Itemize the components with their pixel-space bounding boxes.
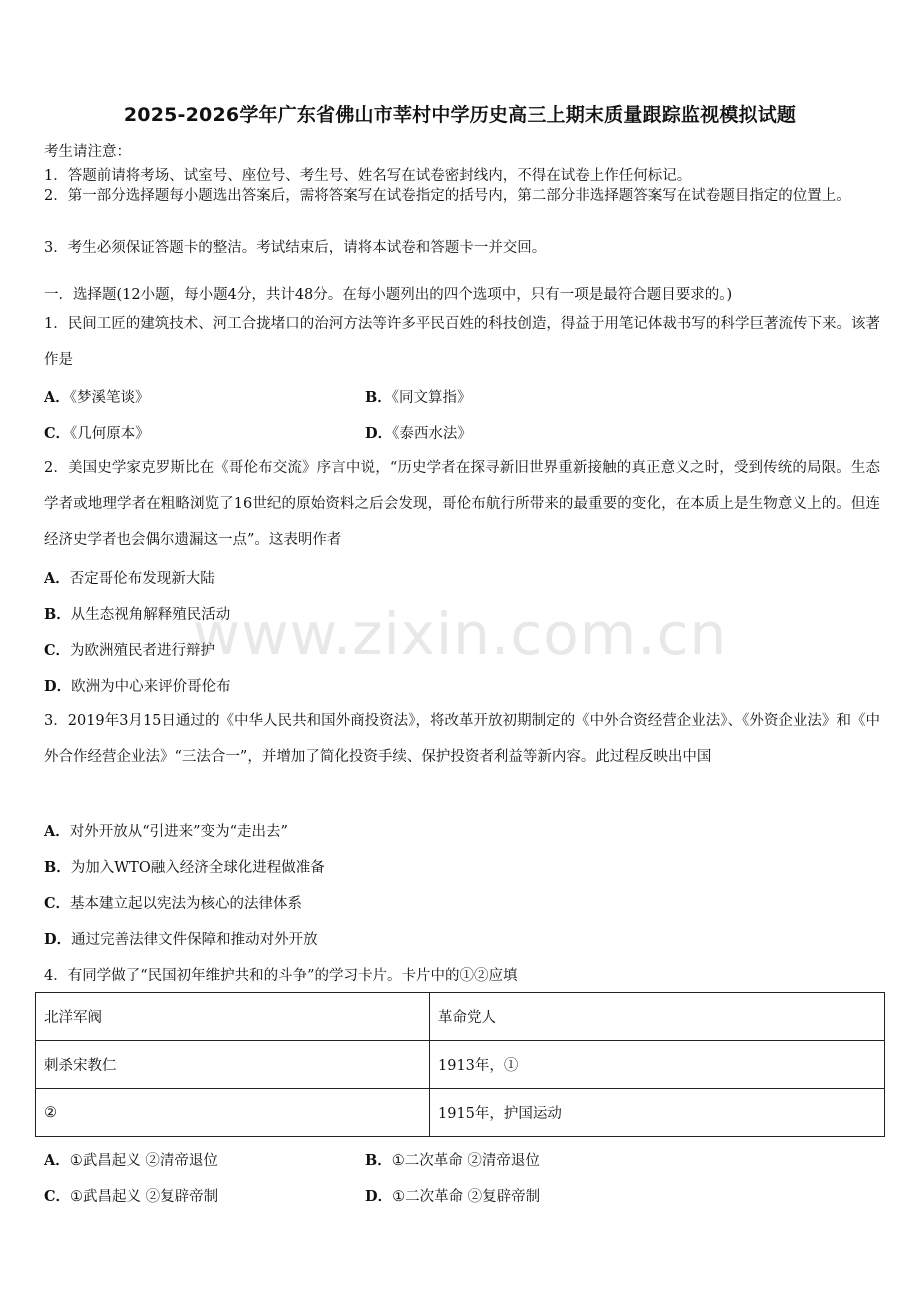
table-cell: 刺杀宋教仁: [36, 1041, 430, 1089]
option-d: D．《泰西水法》: [365, 425, 472, 442]
option-a: A．①武昌起义 ②清帝退位: [44, 1152, 218, 1169]
option-a: A．否定哥伦布发现新大陆: [44, 570, 215, 587]
option-c: C．基本建立起以宪法为核心的法律体系: [44, 895, 303, 912]
table-cell: 1915年，护国运动: [430, 1089, 885, 1137]
option-b: B．为加入WTO融入经济全球化进程做准备: [44, 859, 325, 876]
option-c: C．①武昌起义 ②复辟帝制: [44, 1188, 219, 1205]
table-cell: ②: [36, 1089, 430, 1137]
option-c: C．《几何原本》: [44, 425, 150, 442]
option-a: A．《梦溪笔谈》: [44, 389, 150, 406]
table-row: [36, 1041, 885, 1089]
section-heading: 一．选择题(12小题，每小题4分，共计48分。在每小题列出的四个选项中，只有一项是最符合题目要求的。): [44, 287, 733, 303]
notice-item: 2．第一部分选择题每小题选出答案后，需将答案写在试卷指定的括号内，第二部分非选择题答案写在试卷题目指定的位置上。: [44, 188, 851, 204]
option-d: D．欧洲为中心来评价哥伦布: [44, 678, 231, 695]
question-stem: 4．有同学做了“民国初年维护共和的斗争”的学习卡片。卡片中的①②应填: [44, 968, 518, 984]
notice-item: 3．考生必须保证答题卡的整洁。考试结束后，请将本试卷和答题卡一并交回。: [44, 240, 547, 256]
question-stem: 2．美国史学家克罗斯比在《哥伦布交流》序言中说，“历史学者在探寻新旧世界重新接触的真正意义之时，受到传统的局限。生态学者或地理学者在粗略浏览了16世纪的原始资料之后会发现，哥伦布航行所带来的最重要的变化，在本质上是生物意义上的。但连经济史学者也会偶尔遗漏这一点”。这表明作者: [44, 460, 880, 548]
table-cell: 北洋军阀: [36, 993, 430, 1041]
table-cell: 1913年，①: [430, 1041, 885, 1089]
notice-heading: 考生请注意：: [44, 144, 131, 160]
table-cell: 革命党人: [430, 993, 885, 1041]
page-title: 2025-2026学年广东省佛山市莘村中学历史高三上期末质量跟踪监视模拟试题: [123, 104, 797, 126]
option-c: C．为欧洲殖民者进行辩护: [44, 642, 216, 659]
study-card-table: [35, 992, 885, 1137]
question-stem: 1．民间工匠的建筑技术、河工合拢堵口的治河方法等许多平民百姓的科技创造，得益于用笔记体裁书写的科学巨著流传下来。该著作是: [44, 316, 880, 368]
option-b: B．从生态视角解释殖民活动: [44, 606, 231, 623]
table-row: [36, 1089, 885, 1137]
option-d: D．通过完善法律文件保障和推动对外开放: [44, 931, 318, 948]
table-row: [36, 993, 885, 1041]
option-b: B．《同文算指》: [365, 389, 472, 406]
watermark: www.zixin.com.cn: [192, 600, 728, 668]
notice-item: 1．答题前请将考场、试室号、座位号、考生号、姓名写在试卷密封线内，不得在试卷上作任何标记。: [44, 168, 692, 184]
option-b: B．①二次革命 ②清帝退位: [365, 1152, 540, 1169]
option-a: A．对外开放从“引进来”变为“走出去”: [44, 823, 288, 840]
option-d: D．①二次革命 ②复辟帝制: [365, 1188, 541, 1205]
question-stem: 3．2019年3月15日通过的《中华人民共和国外商投资法》，将改革开放初期制定的《中外合资经营企业法》、《外资企业法》和《中外合作经营企业法》“三法合一”，并增加了简化投资手续、保护投资者利益等新内容。此过程反映出中国: [44, 713, 880, 765]
